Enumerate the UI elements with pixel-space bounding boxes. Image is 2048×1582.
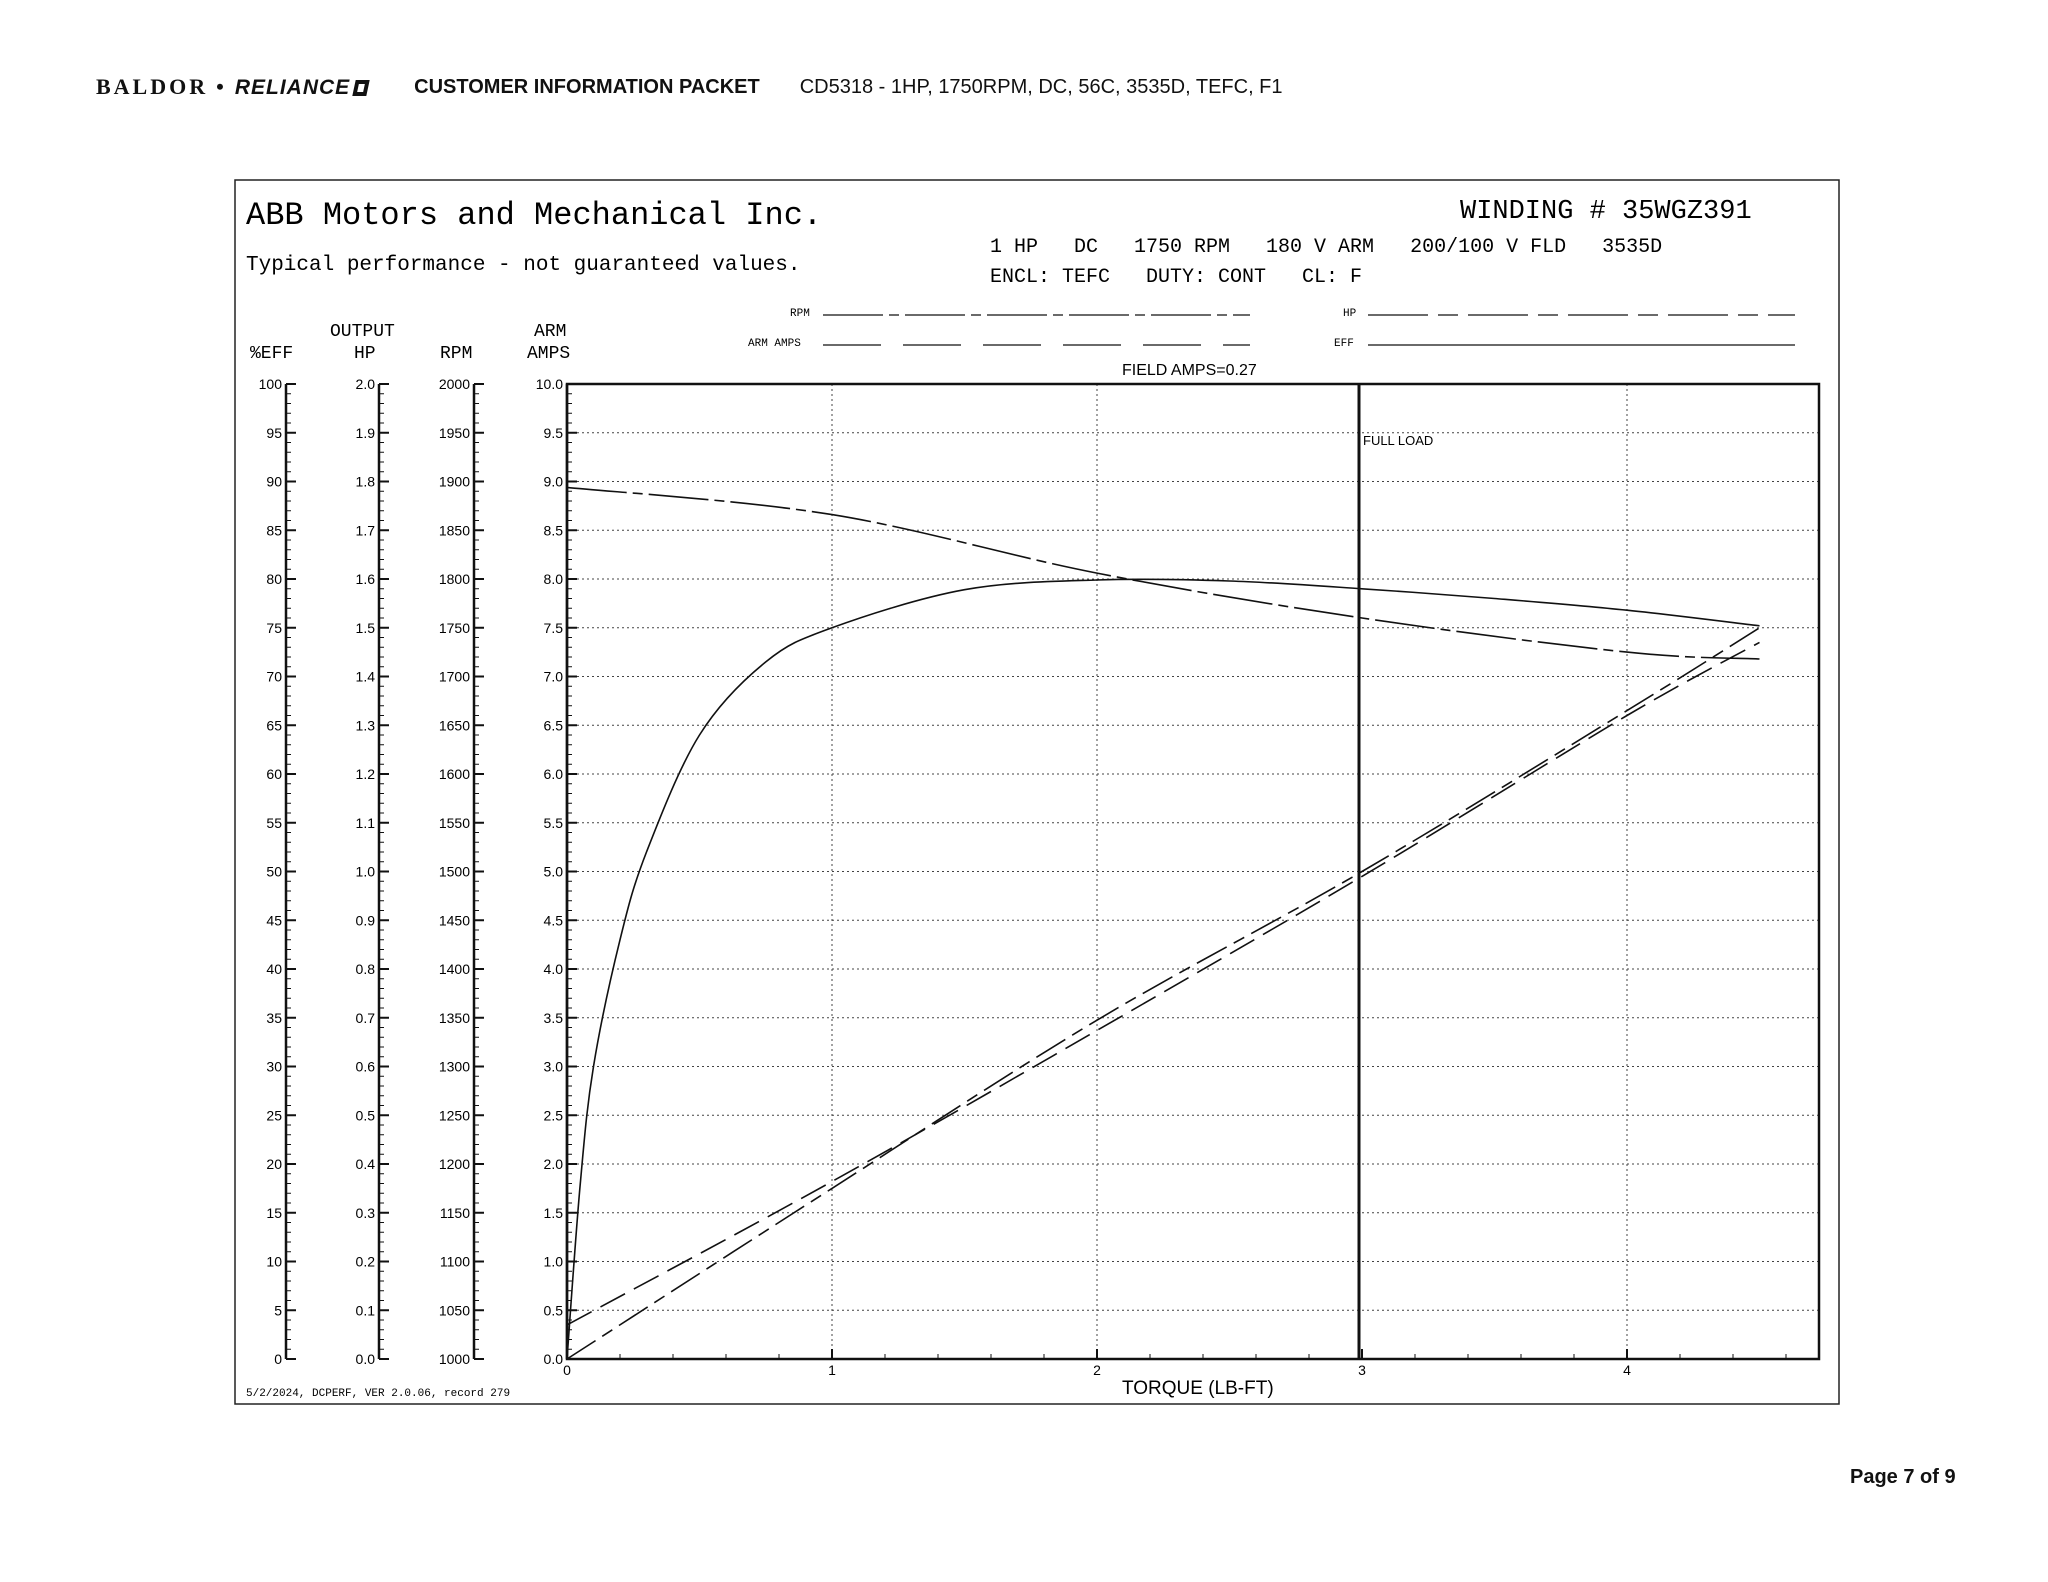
legend-hp-label: HP [1343, 308, 1357, 320]
axis-tick-label: 80 [266, 571, 282, 587]
col-arm-header: ARM [534, 322, 567, 342]
axis-tick-label: 30 [266, 1058, 282, 1075]
axis-tick-label: 1300 [438, 1058, 470, 1075]
x-tick-label: 4 [1623, 1362, 1631, 1378]
x-tick-label: 2 [1093, 1362, 1101, 1378]
axis-tick-label: 1750 [438, 619, 470, 636]
axis-tick-label: 1500 [438, 863, 470, 880]
x-tick-label: 3 [1358, 1362, 1366, 1378]
footer-record: 5/2/2024, DCPERF, VER 2.0.06, record 279 [246, 1388, 511, 1400]
axis-tick-label: 1.0 [355, 863, 375, 880]
axis-tick-label: 4.5 [543, 912, 563, 929]
brand-baldor: BALDOR [96, 74, 209, 99]
axis-tick-label: 9.0 [543, 473, 563, 490]
x-axis-ticks [563, 1349, 1786, 1378]
packet-title: CUSTOMER INFORMATION PACKET [414, 75, 760, 98]
legend-arm-label: ARM AMPS [748, 338, 801, 350]
axis-tick-label: 60 [266, 766, 282, 782]
axis-tick-label: 10.0 [535, 376, 563, 392]
axis-tick-label: 1400 [438, 961, 470, 977]
arm-axis [536, 376, 577, 1367]
full-load-label: FULL LOAD [1363, 433, 1434, 448]
axis-tick-label: 2.0 [355, 376, 375, 392]
axis-tick-label: 1250 [438, 1107, 470, 1124]
company-name: ABB Motors and Mechanical Inc. [246, 197, 823, 234]
axis-tick-label: 0.7 [355, 1009, 375, 1026]
axis-tick-label: 1850 [438, 522, 470, 539]
axis-tick-label: 7.5 [543, 619, 563, 636]
disclaimer-note: Typical performance - not guaranteed values. [246, 254, 801, 277]
col-amps-header: AMPS [527, 344, 571, 364]
axis-tick-label: 1700 [438, 668, 470, 685]
axis-tick-label: 1.4 [355, 668, 375, 685]
axis-tick-label: 1000 [438, 1351, 470, 1367]
x-axis-label: TORQUE (LB-FT) [1122, 1378, 1274, 1399]
axis-tick-label: 45 [266, 912, 282, 929]
axis-tick-label: 1450 [438, 912, 470, 929]
product-description: CD5318 - 1HP, 1750RPM, DC, 56C, 3535D, TEFC, F1 [799, 75, 1283, 98]
x-tick-label: 0 [563, 1362, 571, 1378]
axis-tick-label: 0.1 [355, 1302, 375, 1319]
axis-tick-label: 0.0 [543, 1351, 563, 1367]
axis-tick-label: 6.5 [543, 717, 563, 734]
axis-tick-label: 5.0 [543, 863, 563, 880]
axis-tick-label: 0.4 [355, 1156, 375, 1172]
axis-tick-label: 1150 [439, 1204, 470, 1221]
axis-tick-label: 95 [266, 424, 282, 441]
axis-tick-label: 1.8 [355, 473, 375, 490]
axis-tick-label: 2.0 [543, 1156, 563, 1172]
axis-tick-label: 0.6 [355, 1058, 375, 1075]
axis-tick-label: 75 [266, 619, 282, 636]
axis-tick-label: 10 [266, 1253, 282, 1270]
axis-tick-label: 1.0 [543, 1253, 563, 1270]
axis-tick-label: 0 [274, 1351, 282, 1367]
legend [748, 308, 1795, 350]
axis-tick-label: 1.5 [355, 619, 375, 636]
brand-reliance: RELIANCE [234, 76, 351, 99]
axis-tick-label: 0.3 [355, 1204, 375, 1221]
axis-tick-label: 0.8 [355, 961, 375, 977]
axis-tick-label: 1550 [438, 814, 470, 831]
chart-frame [235, 180, 1839, 1404]
value-axes [259, 376, 577, 1367]
axis-tick-label: 0.9 [355, 912, 375, 929]
axis-tick-label: 65 [266, 717, 282, 734]
axis-tick-label: 8.0 [543, 571, 563, 587]
eff-axis [259, 376, 296, 1367]
axis-tick-label: 1200 [438, 1156, 470, 1172]
axis-tick-label: 85 [266, 522, 282, 539]
axis-tick-label: 4.0 [543, 961, 563, 977]
legend-eff-label: EFF [1334, 338, 1354, 350]
axis-tick-label: 25 [266, 1107, 282, 1124]
brand-separator: • [216, 74, 227, 99]
axis-tick-label: 15 [266, 1204, 282, 1221]
axis-tick-label: 1650 [438, 717, 470, 734]
axis-tick-label: 0.5 [355, 1107, 375, 1124]
axis-tick-label: 1350 [438, 1009, 470, 1026]
axis-tick-label: 7.0 [543, 668, 563, 685]
rpm-axis [439, 376, 484, 1367]
axis-tick-label: 3.0 [543, 1058, 563, 1075]
series-hp-line [567, 628, 1760, 1359]
axis-tick-label: 2000 [438, 376, 470, 392]
axis-tick-label: 1.3 [355, 717, 375, 734]
axis-tick-label: 1100 [439, 1253, 470, 1270]
axis-tick-label: 55 [266, 814, 282, 831]
plot-grid [567, 384, 1819, 1359]
axis-tick-label: 8.5 [543, 522, 563, 539]
axis-tick-label: 1.6 [355, 571, 375, 587]
axis-tick-label: 20 [266, 1156, 282, 1172]
axis-tick-label: 35 [266, 1009, 282, 1026]
axis-tick-label: 70 [266, 668, 282, 685]
axis-tick-label: 1.9 [355, 424, 375, 441]
axis-tick-label: 0.2 [355, 1253, 375, 1270]
axis-tick-label: 2.5 [543, 1107, 563, 1124]
axis-tick-label: 1.5 [543, 1204, 563, 1221]
col-hp-header: HP [354, 344, 376, 364]
page-number: Page 7 of 9 [1850, 1466, 1956, 1488]
axis-tick-label: 1950 [438, 424, 470, 441]
axis-tick-label: 1600 [438, 766, 470, 782]
axis-tick-label: 1900 [438, 473, 470, 490]
axis-tick-label: 1.2 [355, 766, 375, 782]
field-amps-label: FIELD AMPS=0.27 [1122, 362, 1257, 379]
spec-line-2: ENCL: TEFC DUTY: CONT CL: F [990, 266, 1363, 289]
hp-axis [356, 376, 389, 1367]
series-arm-amps-line [567, 642, 1760, 1325]
axis-tick-label: 6.0 [543, 766, 563, 782]
axis-tick-label: 5.5 [543, 814, 563, 831]
axis-tick-label: 0.5 [543, 1302, 563, 1319]
legend-rpm-label: RPM [790, 308, 810, 320]
axis-tick-label: 50 [266, 863, 282, 880]
axis-tick-label: 40 [266, 961, 282, 977]
winding-number: WINDING # 35WGZ391 [1460, 197, 1752, 227]
axis-tick-label: 1800 [438, 571, 470, 587]
axis-tick-label: 1050 [438, 1302, 470, 1319]
spec-line-1: 1 HP DC 1750 RPM 180 V ARM 200/100 V FLD 3535D [990, 236, 1663, 259]
x-tick-label: 1 [828, 1362, 836, 1378]
axis-tick-label: 9.5 [543, 424, 563, 441]
col-output-header: OUTPUT [330, 322, 395, 342]
axis-tick-label: 1.7 [355, 522, 375, 539]
axis-tick-label: 3.5 [543, 1009, 563, 1026]
data-series [567, 487, 1760, 1359]
axis-tick-label: 1.1 [355, 814, 375, 831]
axis-tick-label: 100 [258, 376, 282, 392]
axis-tick-label: 0.0 [355, 1351, 375, 1367]
series-rpm-line [567, 487, 1760, 659]
col-eff-header: %EFF [250, 344, 294, 364]
col-rpm-header: RPM [440, 344, 473, 364]
axis-tick-label: 90 [266, 473, 282, 490]
axis-tick-label: 5 [274, 1302, 282, 1319]
